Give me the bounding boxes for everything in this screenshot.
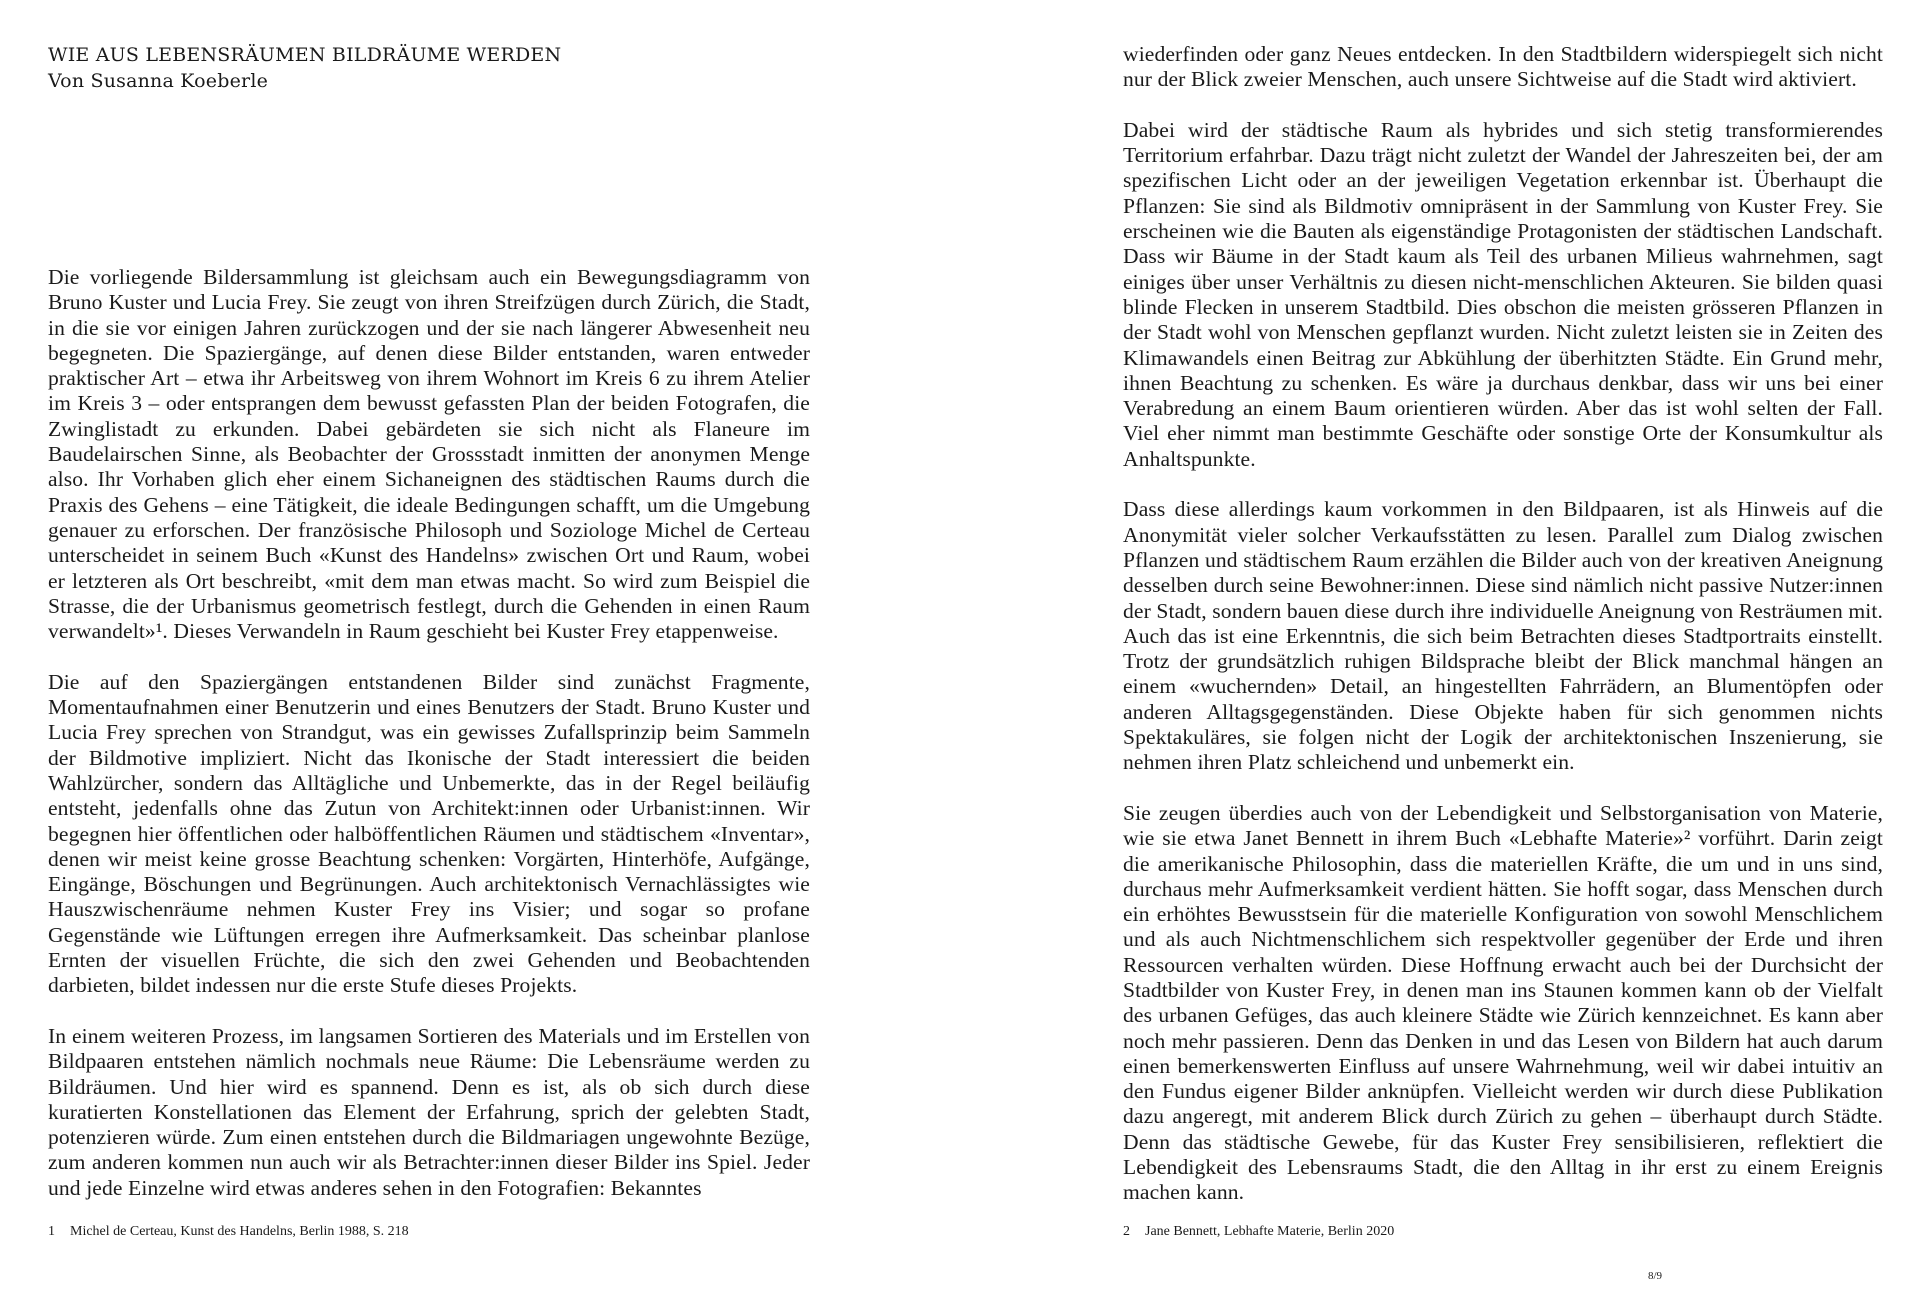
paragraph: Dass diese allerdings kaum vorkommen in den Bildpaaren, ist als Hinweis auf die Anonymität vieler solcher Verkaufsstätten zu lesen. Parallel zum Dialog zwischen Pflanzen und städtischem Raum erzählen die Bilder auch von der kreativen Aneignung desselben durch seine Bewohner:innen. Diese sind nämlich nicht passive Nutzer:innen der Stadt, sondern bauen diese durch ihre individuelle Aneignung von Resträumen mit. Auch das ist eine Erkenntnis, die sich beim Betrachten dieses Stadtportraits einstellt. Trotz der grundsätzlich ruhigen Bildsprache bleibt der Blick manchmal hängen an einem «wuchernden» Detail, an hingestellten Fahrrädern, an Blumentöpfen oder anderen Alltagsgegenständen. Diese Objekte haben für sich genommen nichts Spektakuläres, sie folgen nicht der Logik der architektonischen Inszenierung, sie nehmen ihren Platz schleichend und unbemerkt ein. [1123,497,1883,775]
footnote-1 [48,1223,409,1241]
left-page [48,0,810,1311]
footnote-number: 2 [1123,1224,1130,1239]
right-page [1123,0,1883,1311]
paragraph: In einem weiteren Prozess, im langsamen Sortieren des Materials und im Erstellen von Bildpaaren entstehen nämlich nochmals neue Räume: Die Lebensräume werden zu Bildräumen. Und hier wird es spannend. Denn es ist, als ob sich durch diese kuratierten Konstellationen das Element der Erfahrung, sprich der gelebten Stadt, potenzieren würde. Zum einen entstehen durch die Bildmariagen ungewohnte Bezüge, zum anderen kommen nun auch wir als Betrachter:innen dieser Bilder ins Spiel. Jeder und jede Einzelne wird etwas anderes sehen in den Fotografien: Bekanntes [48,1023,810,1200]
paragraph: wiederfinden oder ganz Neues entdecken. In den Stadtbildern widerspiegelt sich nicht nur der Blick zweier Menschen, auch unsere Sichtweise auf die Stadt wird aktiviert. [1123,42,1883,92]
footnote-text: Michel de Certeau, Kunst des Handelns, Berlin 1988, S. 218 [70,1224,409,1239]
footnote-text: Jane Bennett, Lebhafte Materie, Berlin 2020 [1145,1224,1395,1239]
left-body-text [48,265,810,1226]
right-body-text [1123,42,1883,1231]
paragraph: Dabei wird der städtische Raum als hybrides und sich stetig transformierendes Territorium erfahrbar. Dazu trägt nicht zuletzt der Wandel der Jahreszeiten bei, der am spezifischen Licht oder an der jeweiligen Vegetation erkennbar ist. Überhaupt die Pflanzen: Sie sind als Bildmotiv omnipräsent in der Sammlung von Kuster Frey. Sie erscheinen wie die Bauten als eigenständige Protagonisten der städtischen Landschaft. Dass wir Bäume in der Stadt kaum als Teil des urbanen Milieus wahrnehmen, sagt einiges über unser Verhältnis zu diesen nicht-menschlichen Akteuren. Sie bilden quasi blinde Flecken in unserem Stadtbild. Dies obschon die meisten grösseren Pflanzen in der Stadt wohl von Menschen gepflanzt wurden. Nicht zuletzt leisten sie in Zeiten des Klimawandels einen Beitrag zur Abkühlung der überhitzten Städte. Ein Grund mehr, ihnen Beachtung zu schenken. Es wäre ja durchaus denkbar, dass wir uns bei einer Verabredung an einem Baum orientieren würden. Aber das ist wohl selten der Fall. Viel eher nimmt man bestimmte Geschäfte oder sonstige Orte der Konsumkultur als Anhaltspunkte. [1123,117,1883,471]
article-title: WIE AUS LEBENSRÄUMEN BILDRÄUME WERDEN [48,44,562,66]
article-header [48,42,561,94]
paragraph: Sie zeugen überdies auch von der Lebendigkeit und Selbstorganisation von Materie, wie sie etwa Janet Bennett in ihrem Buch «Lebhafte Materie»² vorführt. Darin zeigt die amerikanische Philosophin, dass die materiellen Kräfte, die um und in uns sind, durchaus mehr Aufmerksamkeit verdient hätten. Sie hofft sogar, dass Menschen durch ein erhöhtes Bewusstsein für die materielle Konfiguration von sowohl Menschlichem und als auch Nichtmenschlichem sich respektvoller gegenüber der Erde und ihren Ressourcen verhalten würden. Diese Hoffnung erwacht auch bei der Durchsicht der Stadtbilder von Kuster Frey, in denen man ins Staunen kommen kann ob der Vielfalt des urbanen Gefüges, das auch kleinere Städte wie Zürich kennzeichnet. Es kann aber noch mehr passieren. Denn das Denken in und das Lesen von Bildern hat auch darum einen bemerkenswerten Einfluss auf unsere Wahrnehmung, weil wir dabei intuitiv an den Fundus eigener Bilder anknüpfen. Vielleicht werden wir durch diese Publikation dazu angeregt, mit anderem Blick durch Zürich zu gehen – überhaupt durch Städte. Denn das städtische Gewebe, für das Kuster Frey sensibilisieren, reflektiert die Lebendigkeit des Lebensraums Stadt, die den Alltag in ihr erst zu einem Ereignis machen kann. [1123,800,1883,1205]
article-author: Von Susanna Koeberle [48,70,269,92]
page-number: 8/9 [1648,1270,1663,1282]
footnote-2 [1123,1223,1394,1241]
footnote-number: 1 [48,1224,55,1239]
paragraph: Die auf den Spaziergängen entstandenen Bilder sind zunächst Fragmente, Momentaufnahmen einer Benutzerin und eines Benutzers der Stadt. Bruno Kuster und Lucia Frey sprechen von Strandgut, was ein gewisses Zufallsprinzip beim Sammeln der Bildmotive impliziert. Nicht das Ikonische der Stadt interessiert die beiden Wahlzürcher, sondern das Alltägliche und Unbemerkte, das in der Regel beiläufig entsteht, jedenfalls ohne das Zutun von Architekt:innen oder Urbanist:innen. Wir begegnen hier öffentlichen oder halböffentlichen Räumen und städtischem «Inventar», denen wir meist keine grosse Beachtung schenken: Vorgärten, Hinterhöfe, Aufgänge, Eingänge, Böschungen und Begrünungen. Auch architektonisch Vernachlässigtes wie Hauszwischenräume nehmen Kuster Frey ins Visier; und sogar so profane Gegenstände wie Lüftungen erregen ihre Aufmerksamkeit. Das scheinbar planlose Ernten der visuellen Früchte, die sich den zwei Gehenden und Beobachtenden darbieten, bildet indessen nur die erste Stufe dieses Projekts. [48,669,810,998]
paragraph: Die vorliegende Bildersammlung ist gleichsam auch ein Bewegungsdiagramm von Bruno Kuster und Lucia Frey. Sie zeugt von ihren Streifzügen durch Zürich, die Stadt, in die sie vor einigen Jahren zurückzogen und der sie nach längerer Abwesenheit neu begegneten. Die Spaziergänge, auf denen diese Bilder entstanden, waren entweder praktischer Art – etwa ihr Arbeitsweg von ihrem Wohnort im Kreis 6 zu ihrem Atelier im Kreis 3 – oder entsprangen dem bewusst gefassten Plan der beiden Fotografen, die Zwinglistadt zu erkunden. Dabei gebärdeten sie sich nicht als Flaneure im Baudelairschen Sinne, als Beobachter der Grossstadt inmitten der anonymen Menge also. Ihr Vorhaben glich eher einem Sichaneignen des städtischen Raums durch die Praxis des Gehens – eine Tätigkeit, die ideale Bedingungen schafft, um die Umgebung genauer zu erforschen. Der französische Philosoph und Soziologe Michel de Certeau unterscheidet in seinem Buch «Kunst des Handelns» zwischen Ort und Raum, wobei er letzteren als Ort beschreibt, «mit dem man etwas macht. So wird zum Beispiel die Strasse, die der Urbanismus geometrisch festlegt, durch die Gehenden in einen Raum verwandelt»¹. Dieses Verwandeln in Raum geschieht bei Kuster Frey etappenweise. [48,265,810,644]
